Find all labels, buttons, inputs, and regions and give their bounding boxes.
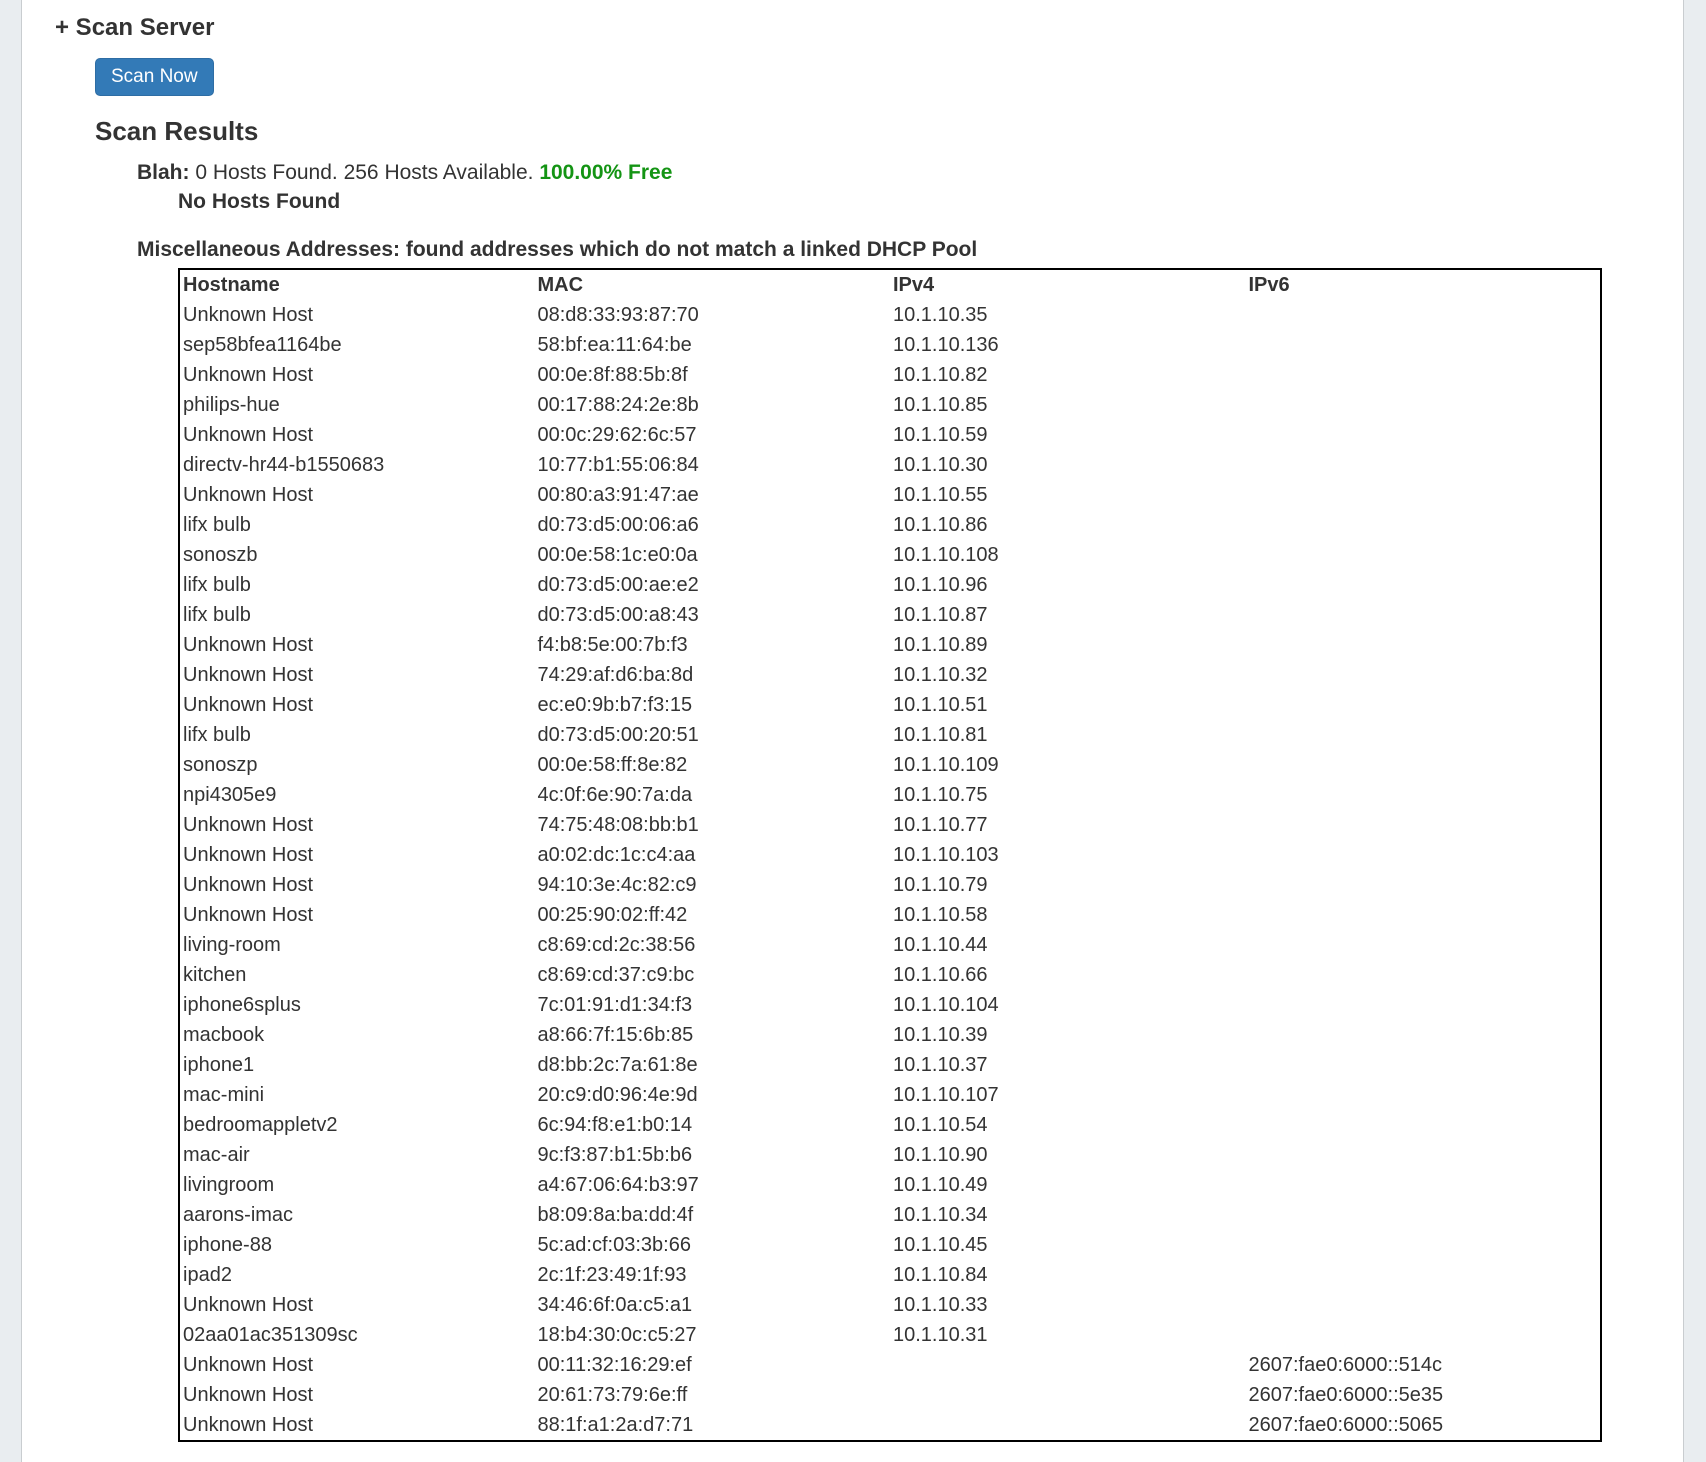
hostname-cell: Unknown Host (183, 1414, 314, 1436)
hostname-cell: lifx bulb (183, 514, 251, 536)
hostname-cell: sep58bfea1164be (183, 334, 342, 356)
ipv6-cell (1246, 780, 1602, 810)
mac-cell: 00:0c:29:62:6c:57 (537, 424, 697, 446)
hostname-cell: mac-mini (183, 1084, 265, 1106)
hostname-cell: lifx bulb (183, 724, 251, 746)
ipv4-cell: 10.1.10.104 (893, 994, 999, 1016)
mac-cell: d0:73:d5:00:a8:43 (537, 604, 699, 626)
table-row (179, 330, 1601, 360)
hostname-cell: Unknown Host (183, 844, 314, 866)
ipv4-cell: 10.1.10.86 (893, 514, 988, 536)
ipv4-cell: 10.1.10.85 (893, 394, 988, 416)
mac-cell: a4:67:06:64:b3:97 (537, 1174, 699, 1196)
hostname-cell: bedroomappletv2 (183, 1114, 338, 1136)
hostname-cell: Unknown Host (183, 694, 314, 716)
ipv4-cell: 10.1.10.82 (893, 364, 988, 386)
mac-cell: 20:61:73:79:6e:ff (537, 1384, 688, 1406)
ipv6-cell (1246, 1020, 1602, 1050)
ipv4-cell: 10.1.10.109 (893, 754, 999, 776)
ipv4-cell: 10.1.10.75 (893, 784, 988, 806)
table-row (179, 1140, 1601, 1170)
scan-summary-line (137, 161, 1683, 185)
table-row (179, 840, 1601, 870)
table-row (179, 660, 1601, 690)
ipv6-cell (1246, 630, 1602, 660)
table-row (179, 1110, 1601, 1140)
ipv4-cell: 10.1.10.34 (893, 1204, 988, 1226)
table-row (179, 1200, 1601, 1230)
hostname-cell: livingroom (183, 1174, 275, 1196)
hostname-cell: Unknown Host (183, 1354, 314, 1376)
ipv6-cell (1246, 480, 1602, 510)
ipv6-cell (1246, 540, 1602, 570)
hostname-cell: lifx bulb (183, 574, 251, 596)
ipv6-cell (1246, 330, 1602, 360)
table-row (179, 690, 1601, 720)
ipv6-cell: 2607:fae0:6000::514c (1248, 1354, 1443, 1376)
ipv4-cell: 10.1.10.81 (893, 724, 988, 746)
ipv4-cell: 10.1.10.35 (893, 304, 988, 326)
scan-table-header (179, 269, 1601, 300)
ipv4-cell: 10.1.10.84 (893, 1264, 988, 1286)
ipv4-cell: 10.1.10.90 (893, 1144, 988, 1166)
ipv4-cell: 10.1.10.107 (893, 1084, 999, 1106)
ipv4-cell: 10.1.10.49 (893, 1174, 988, 1196)
scan-now-button[interactable]: Scan Now (95, 58, 214, 96)
hostname-cell: mac-air (183, 1144, 250, 1166)
table-row (179, 1260, 1601, 1290)
miscellaneous-addresses-heading: Miscellaneous Addresses: found addresses which do not match a linked DHCP Pool (137, 238, 978, 261)
ipv4-cell: 10.1.10.33 (893, 1294, 988, 1316)
ipv6-cell (1246, 1140, 1602, 1170)
ipv6-cell: 2607:fae0:6000::5065 (1248, 1414, 1444, 1436)
ipv6-cell (1246, 450, 1602, 480)
ipv4-cell: 10.1.10.54 (893, 1114, 988, 1136)
table-row (179, 420, 1601, 450)
hostname-cell: iphone6splus (183, 994, 301, 1016)
hostname-cell: ipad2 (183, 1264, 232, 1286)
ipv6-cell (1246, 990, 1602, 1020)
ipv6-cell (1246, 1200, 1602, 1230)
ipv4-cell: 10.1.10.31 (893, 1324, 988, 1346)
ipv4-cell (890, 1410, 1246, 1441)
table-row (179, 450, 1601, 480)
hostname-cell: living-room (183, 934, 281, 956)
table-row (179, 1350, 1601, 1380)
ipv4-cell: 10.1.10.59 (893, 424, 988, 446)
hostname-cell: Unknown Host (183, 1294, 314, 1316)
mac-cell: 00:80:a3:91:47:ae (537, 484, 699, 506)
ipv4-cell: 10.1.10.79 (893, 874, 988, 896)
ipv6-cell (1246, 570, 1602, 600)
table-row (179, 750, 1601, 780)
table-row (179, 1410, 1601, 1441)
content-panel (21, 0, 1684, 1462)
hostname-cell: iphone-88 (183, 1234, 272, 1256)
ipv6-cell (1246, 870, 1602, 900)
hostname-cell: sonoszb (183, 544, 258, 566)
hostname-cell: sonoszp (183, 754, 258, 776)
mac-cell: 00:11:32:16:29:ef (537, 1354, 692, 1376)
mac-cell: d0:73:d5:00:ae:e2 (537, 574, 699, 596)
ipv6-cell (1246, 900, 1602, 930)
summary-text: 0 Hosts Found. 256 Hosts Available. (189, 161, 540, 184)
hostname-cell: aarons-imac (183, 1204, 294, 1226)
ipv6-cell (1246, 690, 1602, 720)
ipv4-cell: 10.1.10.44 (893, 934, 988, 956)
mac-cell: 88:1f:a1:2a:d7:71 (537, 1414, 694, 1436)
ipv4-cell: 10.1.10.66 (893, 964, 988, 986)
ipv6-cell (1246, 1320, 1602, 1350)
table-row (179, 1380, 1601, 1410)
mac-column-header: MAC (537, 274, 584, 296)
ipv6-cell (1246, 1170, 1602, 1200)
ipv6-cell (1246, 1290, 1602, 1320)
ipv6-cell (1246, 750, 1602, 780)
table-row (179, 1080, 1601, 1110)
mac-cell: 00:17:88:24:2e:8b (537, 394, 699, 416)
mac-cell: 4c:0f:6e:90:7a:da (537, 784, 693, 806)
mac-cell: 6c:94:f8:e1:b0:14 (537, 1114, 693, 1136)
table-row (179, 390, 1601, 420)
hostname-cell: Unknown Host (183, 484, 314, 506)
hostname-cell: npi4305e9 (183, 784, 277, 806)
table-row (179, 630, 1601, 660)
table-row (179, 300, 1601, 330)
mac-cell: ec:e0:9b:b7:f3:15 (537, 694, 693, 716)
ipv6-cell (1246, 1050, 1602, 1080)
table-row (179, 960, 1601, 990)
hostname-cell: kitchen (183, 964, 247, 986)
ipv4-cell: 10.1.10.58 (893, 904, 988, 926)
table-row (179, 1230, 1601, 1260)
ipv6-cell (1246, 420, 1602, 450)
ipv4-cell (890, 1380, 1246, 1410)
ipv4-cell: 10.1.10.77 (893, 814, 988, 836)
table-row (179, 1020, 1601, 1050)
table-row (179, 780, 1601, 810)
mac-cell: 58:bf:ea:11:64:be (537, 334, 692, 356)
ipv6-cell (1246, 660, 1602, 690)
ipv4-cell: 10.1.10.55 (893, 484, 988, 506)
table-row (179, 720, 1601, 750)
table-row (179, 1050, 1601, 1080)
hostname-cell: Unknown Host (183, 634, 314, 656)
hostname-cell: Unknown Host (183, 364, 314, 386)
mac-cell: 74:29:af:d6:ba:8d (537, 664, 694, 686)
hostname-column-header: Hostname (183, 274, 280, 296)
mac-cell: 9c:f3:87:b1:5b:b6 (537, 1144, 693, 1166)
mac-cell: 00:25:90:02:ff:42 (537, 904, 688, 926)
ipv6-cell (1246, 810, 1602, 840)
percent-free-text: 100.00% Free (539, 161, 673, 184)
ipv6-cell (1246, 1110, 1602, 1140)
mac-cell: d0:73:d5:00:20:51 (537, 724, 699, 746)
mac-cell: 00:0e:58:ff:8e:82 (537, 754, 688, 776)
hostname-cell: macbook (183, 1024, 265, 1046)
mac-cell: 00:0e:8f:88:5b:8f (537, 364, 688, 386)
mac-cell: a8:66:7f:15:6b:85 (537, 1024, 694, 1046)
mac-cell: 00:0e:58:1c:e0:0a (537, 544, 698, 566)
hostname-cell: lifx bulb (183, 604, 251, 626)
table-row (179, 510, 1601, 540)
mac-cell: 10:77:b1:55:06:84 (537, 454, 699, 476)
hostname-cell: Unknown Host (183, 424, 314, 446)
mac-cell: 7c:01:91:d1:34:f3 (537, 994, 693, 1016)
hostname-cell: Unknown Host (183, 1384, 314, 1406)
ipv6-cell (1246, 960, 1602, 990)
mac-cell: c8:69:cd:37:c9:bc (537, 964, 695, 986)
ipv6-cell (1246, 510, 1602, 540)
ipv4-cell: 10.1.10.37 (893, 1054, 988, 1076)
scan-table-body (179, 300, 1601, 1441)
ipv6-cell (1246, 840, 1602, 870)
mac-cell: 34:46:6f:0a:c5:a1 (537, 1294, 693, 1316)
table-row (179, 360, 1601, 390)
table-header-row (179, 269, 1601, 300)
scan-results-heading: Scan Results (95, 116, 259, 146)
ipv4-cell: 10.1.10.89 (893, 634, 988, 656)
ipv4-column-header: IPv4 (893, 274, 935, 296)
table-row (179, 900, 1601, 930)
mac-cell: 08:d8:33:93:87:70 (537, 304, 699, 326)
hostname-cell: 02aa01ac351309sc (183, 1324, 358, 1346)
table-row (179, 810, 1601, 840)
ipv6-cell (1246, 1260, 1602, 1290)
ipv4-cell: 10.1.10.87 (893, 604, 988, 626)
hostname-cell: Unknown Host (183, 814, 314, 836)
mac-cell: f4:b8:5e:00:7b:f3 (537, 634, 688, 656)
table-row (179, 570, 1601, 600)
ipv4-cell: 10.1.10.32 (893, 664, 988, 686)
scan-server-section-toggle[interactable]: + Scan Server (55, 14, 215, 41)
table-row (179, 1320, 1601, 1350)
mac-cell: 5c:ad:cf:03:3b:66 (537, 1234, 691, 1256)
table-row (179, 1170, 1601, 1200)
table-row (179, 1290, 1601, 1320)
ipv6-cell (1246, 390, 1602, 420)
mac-cell: 74:75:48:08:bb:b1 (537, 814, 699, 836)
mac-cell: d0:73:d5:00:06:a6 (537, 514, 699, 536)
ipv4-cell: 10.1.10.136 (893, 334, 999, 356)
no-hosts-found-text: No Hosts Found (178, 190, 341, 213)
table-row (179, 540, 1601, 570)
table-row (179, 990, 1601, 1020)
ipv6-cell (1246, 720, 1602, 750)
mac-cell: 2c:1f:23:49:1f:93 (537, 1264, 687, 1286)
ipv4-cell: 10.1.10.96 (893, 574, 988, 596)
mac-cell: 20:c9:d0:96:4e:9d (537, 1084, 698, 1106)
ipv6-cell (1246, 930, 1602, 960)
mac-cell: b8:09:8a:ba:dd:4f (537, 1204, 694, 1226)
mac-cell: a0:02:dc:1c:c4:aa (537, 844, 696, 866)
hostname-cell: Unknown Host (183, 664, 314, 686)
hostname-cell: philips-hue (183, 394, 280, 416)
table-row (179, 480, 1601, 510)
ipv6-cell (1246, 1080, 1602, 1110)
hostname-cell: Unknown Host (183, 904, 314, 926)
table-row (179, 930, 1601, 960)
hostname-cell: directv-hr44-b1550683 (183, 454, 385, 476)
mac-cell: 18:b4:30:0c:c5:27 (537, 1324, 697, 1346)
ipv6-column-header: IPv6 (1248, 274, 1290, 296)
ipv4-cell: 10.1.10.103 (893, 844, 999, 866)
hostname-cell: Unknown Host (183, 304, 314, 326)
ipv6-cell (1246, 300, 1602, 330)
ipv4-cell (890, 1350, 1246, 1380)
ipv6-cell (1246, 360, 1602, 390)
mac-cell: d8:bb:2c:7a:61:8e (537, 1054, 698, 1076)
table-row (179, 870, 1601, 900)
ipv6-cell: 2607:fae0:6000::5e35 (1248, 1384, 1444, 1406)
mac-cell: 94:10:3e:4c:82:c9 (537, 874, 697, 896)
ipv4-cell: 10.1.10.108 (893, 544, 999, 566)
hostname-cell: iphone1 (183, 1054, 255, 1076)
hostname-cell: Unknown Host (183, 874, 314, 896)
ipv4-cell: 10.1.10.51 (893, 694, 988, 716)
scan-table (178, 268, 1602, 1442)
ipv6-cell (1246, 600, 1602, 630)
ipv4-cell: 10.1.10.39 (893, 1024, 988, 1046)
summary-label: Blah: (137, 161, 190, 184)
mac-cell: c8:69:cd:2c:38:56 (537, 934, 696, 956)
table-row (179, 600, 1601, 630)
ipv6-cell (1246, 1230, 1602, 1260)
ipv4-cell: 10.1.10.45 (893, 1234, 988, 1256)
ipv4-cell: 10.1.10.30 (893, 454, 988, 476)
